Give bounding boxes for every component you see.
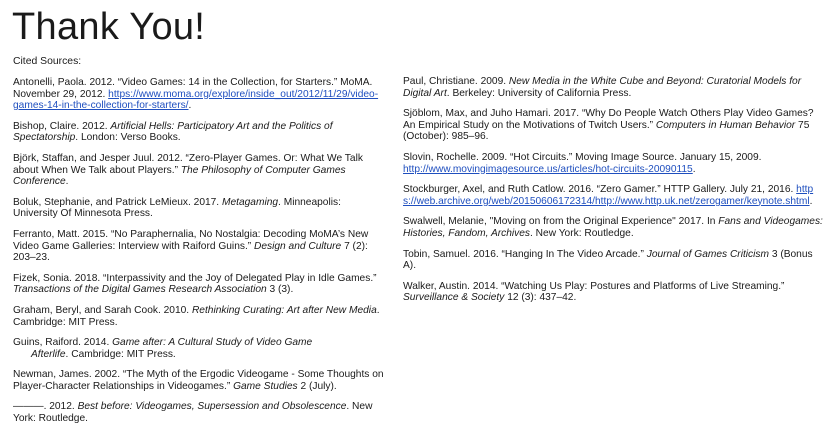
reference-tobin: Tobin, Samuel. 2016. “Hanging In The Video Arcade.” Journal of Games Criticism 3 (Bonus A). bbox=[403, 248, 813, 272]
reference-fizek: Fizek, Sonia. 2018. “Interpassivity and the Joy of Delegated Play in Idle Games.” Transactions of the Digital Games Research Association 3 (3). bbox=[13, 272, 377, 296]
reference-guins: Guins, Raiford. 2014. Game after: A Cultural Study of Video Game Afterlife. Cambridge: MIT Press. bbox=[13, 337, 313, 360]
reference-sjoblom: Sjöblom, Max, and Juho Hamari. 2017. “Why Do People Watch Others Play Video Games? An Empirical Study on the Motivations of Twitch Users.” Computers in Human Behavior 75 (October): 985–96. bbox=[403, 108, 814, 143]
reference-antonelli: Antonelli, Paola. 2012. “Video Games: 14 in the Collection, for Starters.” MoMA. November 29, 2012. https://www.moma.org/explore/inside_out/2012/11/29/video-games-14-in-the-collection-for-starters/. bbox=[13, 77, 379, 112]
reference-swalwell: Swalwell, Melanie, "Moving on from the Original Experience" 2017. In Fans and Videogames: Histories, Fandom, Archives. New York: Routledge. bbox=[403, 216, 823, 239]
reference-newman-2012: ———. 2012. Best before: Videogames, Supersession and Obsolescence. New York: Routledge. bbox=[13, 401, 373, 425]
reference-paul: Paul, Christiane. 2009. New Media in the White Cube and Beyond: Curatorial Models for Digital Art. Berkeley: University of California Press. bbox=[403, 76, 802, 99]
moma-link[interactable]: https://www.moma.org/explore/inside_out/2012/11/29/video-games-14-in-the-collection-for-starters/ bbox=[13, 88, 379, 112]
archive-org-link[interactable]: https://web.archive.org/web/20150606172314/http://www.http.uk.net/zerogamer/keynote.shtml bbox=[403, 184, 814, 207]
slide-title: Thank You! bbox=[12, 6, 206, 48]
reference-slovin: Slovin, Rochelle. 2009. “Hot Circuits.” Moving Image Source. January 15, 2009. http://www.movingimagesource.us/articles/hot-circuits-20090115. bbox=[403, 151, 762, 175]
reference-ferranto: Ferranto, Matt. 2015. “No Paraphernalia, No Nostalgia: Decoding MoMA’s New Video Game Galleries: Interview with Raiford Guins.” Design and Culture 7 (2): 203–23. bbox=[13, 228, 369, 264]
reference-newman: Newman, James. 2002. “The Myth of the Ergodic Videogame - Some Thoughts on Player-Character Relationships in Videogames.” Game Studies 2 (July). bbox=[13, 369, 384, 392]
reference-stockburger: Stockburger, Axel, and Ruth Catlow. 2016. “Zero Gamer.” HTTP Gallery. July 21, 2016. https://web.archive.org/web/20150606172314/http://www.http.uk.net/zerogamer/keynote.shtml. bbox=[403, 184, 814, 207]
reference-bishop: Bishop, Claire. 2012. Artificial Hells: Participatory Art and the Politics of Spectatorship. London: Verso Books. bbox=[13, 120, 333, 144]
reference-walker: Walker, Austin. 2014. “Watching Us Play: Postures and Platforms of Live Streaming.” Surveillance & Society 12 (3): 437–42. bbox=[403, 280, 785, 304]
reference-boluk: Boluk, Stephanie, and Patrick LeMieux. 2017. Metagaming. Minneapolis: University Of Minnesota Press. bbox=[13, 196, 341, 220]
references-left-column bbox=[13, 77, 388, 434]
reference-graham: Graham, Beryl, and Sarah Cook. 2010. Rethinking Curating: Art after New Media. Cambridge: MIT Press. bbox=[13, 304, 380, 328]
cited-sources-label: Cited Sources: bbox=[13, 56, 82, 67]
references-right-column bbox=[403, 76, 823, 313]
reference-bjork: Björk, Staffan, and Jesper Juul. 2012. “Zero-Player Games. Or: What We Talk about When We Talk about Players.” The Philosophy of Computer Games Conference. bbox=[13, 152, 363, 188]
moving-image-source-link[interactable]: http://www.movingimagesource.us/articles/hot-circuits-20090115 bbox=[403, 163, 693, 175]
